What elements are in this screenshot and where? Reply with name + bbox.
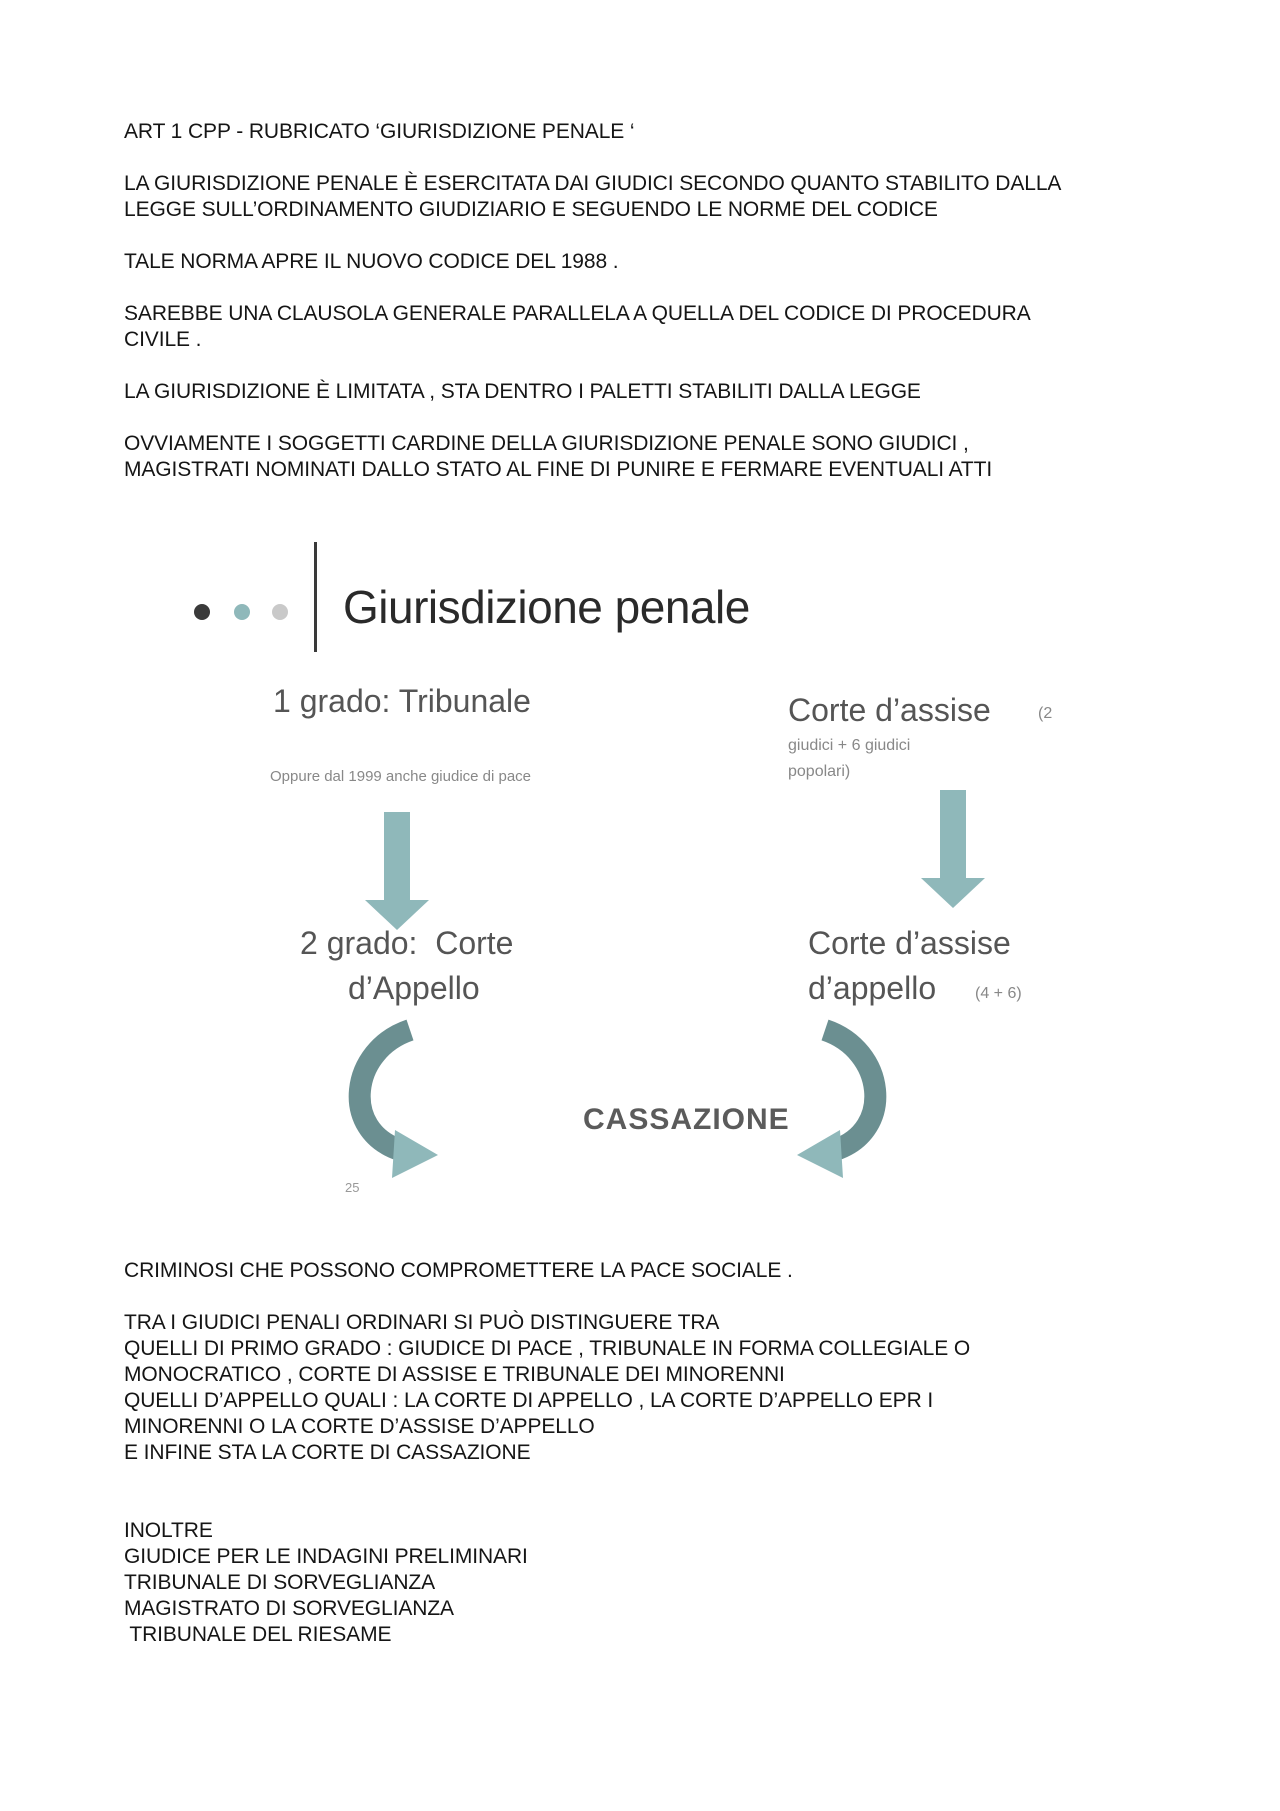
text-line: MINORENNI O LA CORTE D’ASSISE D’APPELLO (124, 1415, 595, 1438)
assise-appello-label: d’appello (808, 970, 937, 1006)
first-grade-label: 1 grado: Tribunale (273, 683, 531, 719)
dot-dark-icon (194, 604, 210, 620)
second-grade-label: d’Appello (348, 970, 480, 1006)
paragraph (124, 171, 1184, 223)
text-line: QUELLI DI PRIMO GRADO : GIUDICE DI PACE , TRIBUNALE IN FORMA COLLEGIALE O (124, 1337, 971, 1360)
top-text-block (124, 119, 1184, 509)
cassazione-label: CASSAZIONE (583, 1103, 790, 1136)
text-line: E INFINE STA LA CORTE DI CASSAZIONE (124, 1441, 531, 1464)
second-grade-label: 2 grado: Corte (300, 925, 514, 961)
slide-title: Giurisdizione penale (343, 581, 750, 633)
dot-teal-icon (234, 604, 250, 620)
text-line: MONOCRATICO , CORTE DI ASSISE E TRIBUNALE DEI MINORENNI (124, 1363, 785, 1386)
list-item: GIUDICE PER LE INDAGINI PRELIMINARI (124, 1545, 528, 1568)
assise-appello-label: Corte d’assise (808, 925, 1011, 961)
paragraph (124, 431, 1184, 483)
down-arrow-right-icon (921, 790, 985, 908)
curved-arrow-left-icon (360, 1030, 438, 1178)
text-line (124, 1492, 1184, 1518)
paragraph (124, 1492, 1184, 1648)
text-line: LEGGE SULL’ORDINAMENTO GIUDIZIARIO E SEGUENDO LE NORME DEL CODICE (124, 198, 938, 221)
list-item: MAGISTRATO DI SORVEGLIANZA (124, 1597, 454, 1620)
corte-assise-note: (2 (1038, 705, 1053, 722)
text-line: SAREBBE UNA CLAUSOLA GENERALE PARALLELA A QUELLA DEL CODICE DI PROCEDURA (124, 302, 1031, 325)
list-item: TRIBUNALE DI SORVEGLIANZA (124, 1571, 436, 1594)
paragraph (124, 301, 1184, 353)
paragraph (124, 119, 1184, 145)
dot-light-icon (272, 604, 288, 620)
list-item: TRIBUNALE DEL RIESAME (124, 1623, 392, 1646)
paragraph (124, 1310, 1184, 1466)
text-line: LA GIURISDIZIONE È LIMITATA , STA DENTRO I PALETTI STABILITI DALLA LEGGE (124, 380, 921, 403)
corte-assise-label: Corte d’assise (788, 692, 991, 728)
bottom-text-block (124, 1258, 1184, 1674)
corte-assise-note: popolari) (788, 763, 851, 780)
title-divider (314, 542, 317, 652)
text-line: LA GIURISDIZIONE PENALE È ESERCITATA DAI GIUDICI SECONDO QUANTO STABILITO DALLA (124, 172, 1062, 195)
corte-assise-note: giudici + 6 giudici (788, 737, 911, 754)
paragraph (124, 1258, 1184, 1284)
paragraph (124, 249, 1184, 275)
text-line: OVVIAMENTE I SOGGETTI CARDINE DELLA GIURISDIZIONE PENALE SONO GIUDICI , (124, 432, 969, 455)
list-heading: INOLTRE (124, 1519, 213, 1542)
down-arrow-left-icon (365, 812, 429, 930)
slide-number: 25 (345, 1180, 360, 1195)
text-line: TALE NORMA APRE IL NUOVO CODICE DEL 1988 . (124, 250, 619, 273)
text-line: QUELLI D’APPELLO QUALI : LA CORTE DI APPELLO , LA CORTE D’APPELLO EPR I (124, 1389, 934, 1412)
text-line: CIVILE . (124, 328, 202, 351)
text-line: CRIMINOSI CHE POSSONO COMPROMETTERE LA PACE SOCIALE . (124, 1259, 793, 1282)
first-grade-note: Oppure dal 1999 anche giudice di pace (270, 768, 532, 785)
slide-image (160, 530, 1100, 1210)
paragraph (124, 379, 1184, 405)
heading-line: ART 1 CPP - RUBRICATO ‘GIURISDIZIONE PENALE ‘ (124, 120, 635, 143)
text-line: MAGISTRATI NOMINATI DALLO STATO AL FINE DI PUNIRE E FERMARE EVENTUALI ATTI (124, 458, 993, 481)
assise-appello-note: (4 + 6) (975, 985, 1022, 1002)
curved-arrow-right-icon (797, 1030, 875, 1178)
text-line: TRA I GIUDICI PENALI ORDINARI SI PUÒ DISTINGUERE TRA (124, 1311, 720, 1334)
